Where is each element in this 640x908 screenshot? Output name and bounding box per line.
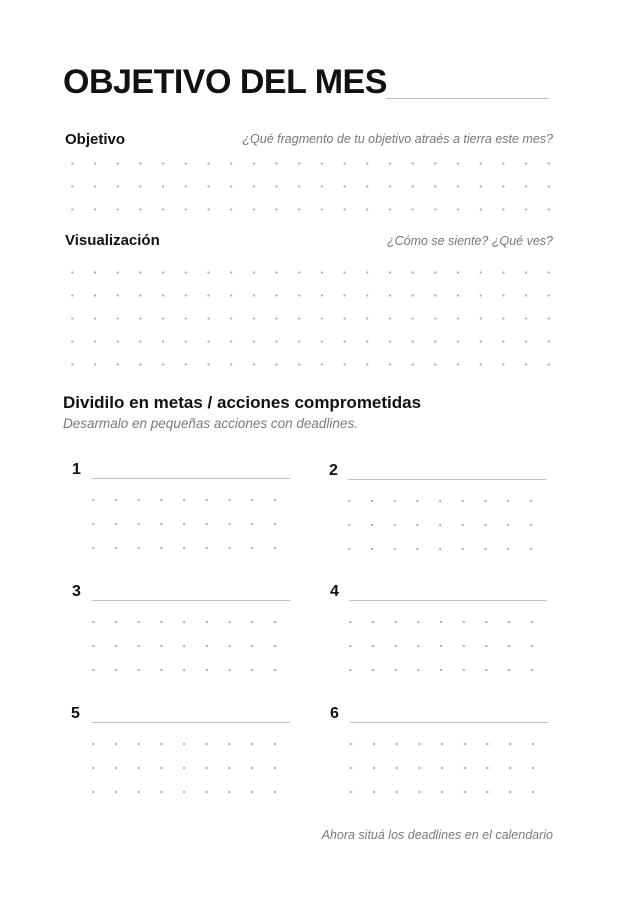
goal-number-6: 6	[330, 705, 339, 722]
goal-number-3: 3	[72, 583, 81, 600]
goal-3-write-line[interactable]	[92, 600, 290, 601]
goal-number-1: 1	[72, 461, 81, 478]
goal-2-write-line[interactable]	[348, 479, 546, 480]
goal-number-2: 2	[329, 462, 338, 479]
goal-2-dot-grid[interactable]	[338, 489, 542, 561]
page-title: OBJETIVO DEL MES	[63, 63, 387, 101]
goal-1-write-line[interactable]	[92, 478, 290, 479]
goal-1-dot-grid[interactable]	[82, 488, 286, 560]
visualization-hint: ¿Cómo se siente? ¿Qué ves?	[386, 234, 553, 248]
goal-6-dot-grid[interactable]	[340, 732, 544, 804]
goal-number-5: 5	[71, 705, 80, 722]
goal-5-write-line[interactable]	[92, 722, 290, 723]
title-write-line[interactable]	[386, 98, 548, 99]
goal-4-dot-grid[interactable]	[339, 610, 543, 682]
goal-number-4: 4	[330, 583, 339, 600]
visualization-label: Visualización	[65, 232, 160, 249]
goals-subheading: Desarmalo en pequeñas acciones con deadlines.	[63, 416, 358, 431]
visualization-dot-grid[interactable]	[61, 261, 561, 376]
goal-5-dot-grid[interactable]	[82, 732, 286, 804]
footer-note: Ahora situá los deadlines en el calendario	[321, 828, 553, 842]
objective-label: Objetivo	[65, 131, 126, 148]
objective-hint: ¿Qué fragmento de tu objetivo atraés a tierra este mes?	[242, 132, 553, 146]
goal-6-write-line[interactable]	[350, 722, 548, 723]
goal-3-dot-grid[interactable]	[82, 610, 286, 682]
objective-dot-grid[interactable]	[61, 152, 561, 221]
goals-heading: Dividilo en metas / acciones comprometidas	[63, 393, 422, 412]
goal-4-write-line[interactable]	[349, 600, 547, 601]
